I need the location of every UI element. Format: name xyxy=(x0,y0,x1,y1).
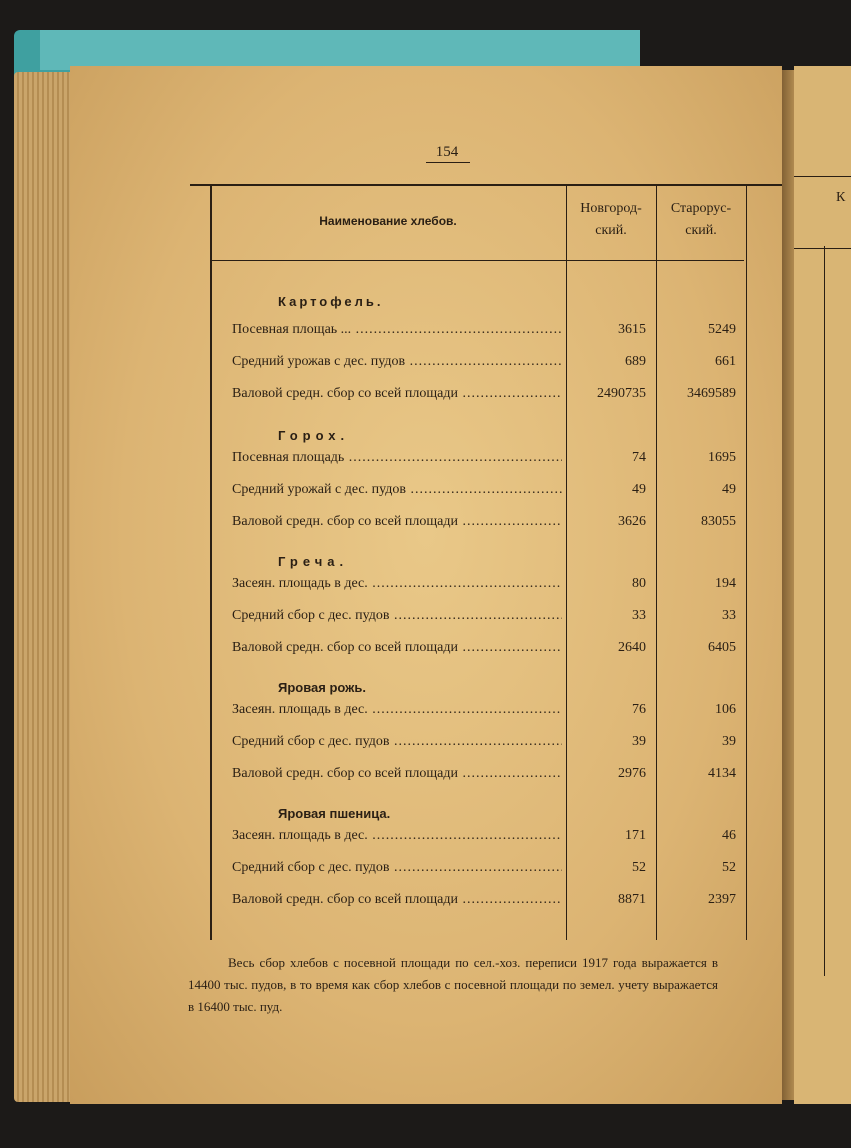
value-novgorod: 74 xyxy=(632,450,646,465)
book-gutter xyxy=(780,70,794,1100)
value-novgorod: 80 xyxy=(632,576,646,591)
value-novgorod: 33 xyxy=(632,608,646,623)
table-col1-rule xyxy=(566,186,567,940)
row-label: Валовой средн. сбор со всей площади ..... xyxy=(232,514,562,530)
table-left-rule xyxy=(210,186,212,940)
value-novgorod: 8871 xyxy=(618,892,646,907)
table-header-novgorod xyxy=(568,198,654,242)
row-label: Засеян. площадь в дес. ..... xyxy=(232,576,562,592)
value-starorussky: 83055 xyxy=(701,514,736,529)
row-label: Валовой средн. сбор со всей площади ..... xyxy=(232,766,562,782)
section-title: Греча. xyxy=(278,554,349,569)
value-novgorod: 689 xyxy=(625,354,646,369)
table-top-rule xyxy=(190,184,782,186)
value-starorussky: 33 xyxy=(722,608,736,623)
value-starorussky: 106 xyxy=(715,702,736,717)
row-label: Средний урожав с дес. пудов ..... xyxy=(232,354,562,370)
value-starorussky: 1695 xyxy=(708,450,736,465)
value-novgorod: 39 xyxy=(632,734,646,749)
value-starorussky: 5249 xyxy=(708,322,736,337)
row-label: Средний урожай с дес. пудов ..... xyxy=(232,482,562,498)
header-starorussky-line1: Старорус- xyxy=(670,201,732,216)
right-page xyxy=(794,66,851,1104)
section-title: Картофель. xyxy=(278,294,384,309)
value-starorussky: 2397 xyxy=(708,892,736,907)
right-page-top-rule xyxy=(794,176,851,177)
value-starorussky: 6405 xyxy=(708,640,736,655)
row-label: Засеян. площадь в дес. ..... xyxy=(232,828,562,844)
value-novgorod: 52 xyxy=(632,860,646,875)
left-page xyxy=(70,66,782,1104)
page-number: 154 xyxy=(435,144,459,160)
value-starorussky: 194 xyxy=(715,576,736,591)
value-starorussky: 39 xyxy=(722,734,736,749)
section-title: Горох. xyxy=(278,428,350,443)
right-page-header-fragment: К xyxy=(836,190,846,205)
value-starorussky: 49 xyxy=(722,482,736,497)
section-title: Яровая пшеница. xyxy=(278,806,391,821)
row-label: Посевная площадь ..... xyxy=(232,450,562,466)
row-label: Валовой средн. сбор со всей площади ..... xyxy=(232,892,562,908)
page-number-underline xyxy=(426,162,470,163)
value-novgorod: 76 xyxy=(632,702,646,717)
book-cover-top xyxy=(40,30,640,70)
header-novgorod-line1: Новгород- xyxy=(580,201,642,216)
value-starorussky: 4134 xyxy=(708,766,736,781)
table-header-starorussky xyxy=(658,198,744,242)
header-starorussky-line2: ский. xyxy=(685,223,717,238)
value-novgorod: 3615 xyxy=(618,322,646,337)
value-novgorod: 2490735 xyxy=(597,386,646,401)
value-novgorod: 2640 xyxy=(618,640,646,655)
value-novgorod: 171 xyxy=(625,828,646,843)
row-label: Валовой средн. сбор со всей площади ..... xyxy=(232,386,562,402)
table-col2-rule xyxy=(656,186,657,940)
row-label: Средний сбор с дес. пудов ..... xyxy=(232,608,562,624)
row-label: Посевная площаь ... ..... xyxy=(232,322,562,338)
row-label: Средний сбор с дес. пудов ..... xyxy=(232,860,562,876)
table-col3-rule xyxy=(746,186,747,940)
table-header-name: Наименование хлебов. xyxy=(319,214,457,228)
value-starorussky: 46 xyxy=(722,828,736,843)
value-novgorod: 49 xyxy=(632,482,646,497)
header-novgorod-line2: ский. xyxy=(595,223,627,238)
right-page-column-rule xyxy=(824,246,825,976)
value-starorussky: 52 xyxy=(722,860,736,875)
table-header-rule xyxy=(210,260,744,261)
value-starorussky: 661 xyxy=(715,354,736,369)
row-label: Валовой средн. сбор со всей площади ..... xyxy=(232,640,562,656)
row-label: Засеян. площадь в дес. ..... xyxy=(232,702,562,718)
footnote-text: Весь сбор хлебов с посевной площади по сел.-хоз. переписи 1917 года выражается в 14400 тыс. пудов, в то время как сбор хлебов с посевной площади по земел. учету выражается в 16400 тыс. пуд. xyxy=(188,955,718,1014)
value-novgorod: 3626 xyxy=(618,514,646,529)
right-page-header-rule xyxy=(794,248,851,249)
row-label: Средний сбор с дес. пудов ..... xyxy=(232,734,562,750)
value-starorussky: 3469589 xyxy=(687,386,736,401)
section-title: Яровая рожь. xyxy=(278,680,367,695)
value-novgorod: 2976 xyxy=(618,766,646,781)
footnote xyxy=(188,952,718,1018)
